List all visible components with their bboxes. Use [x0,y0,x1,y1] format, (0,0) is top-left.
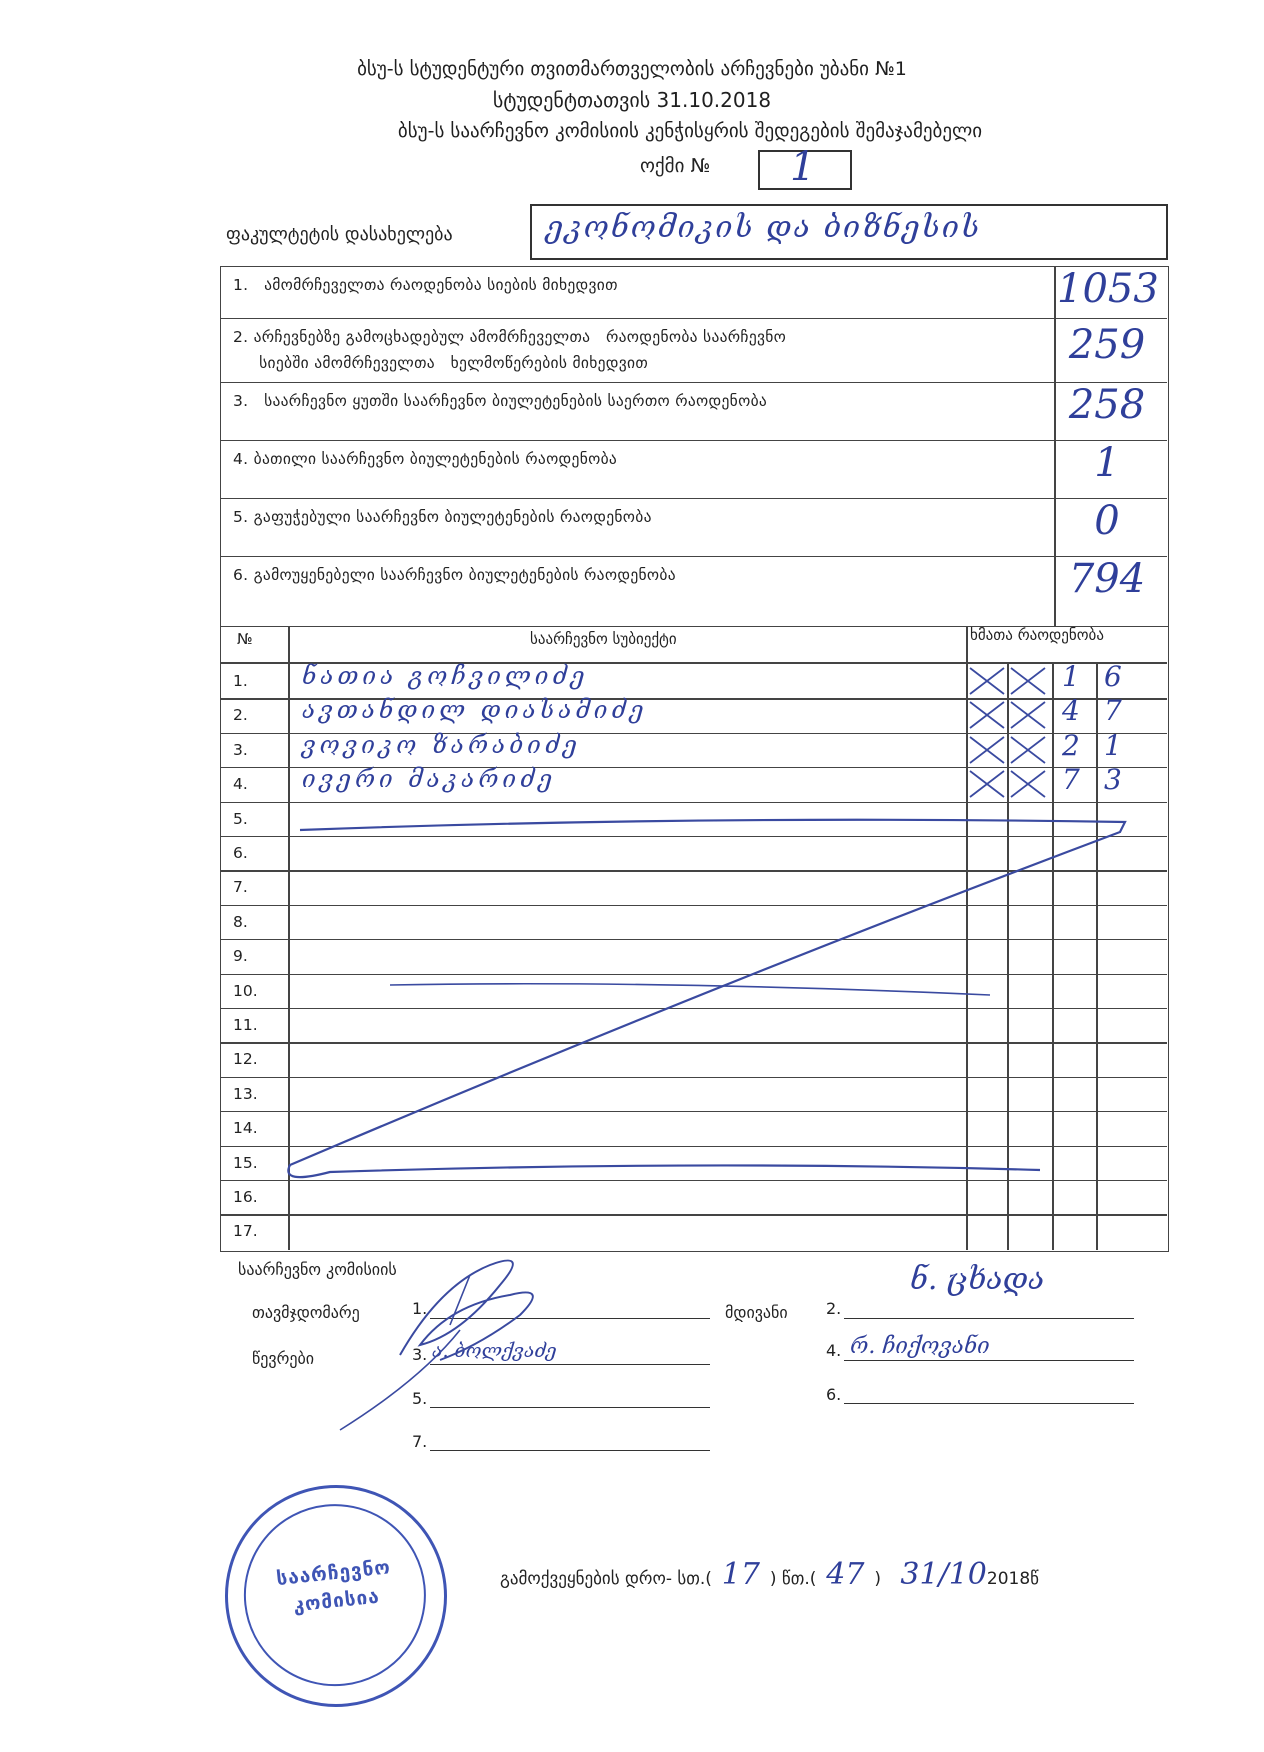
vote-digit: 4 [1062,694,1080,728]
row-number: 6. [233,844,248,862]
question-text: 5. გაფუჭებული საარჩევნო ბიულეტენების რაოდენობა [233,508,652,526]
signature-member-4: რ. ჩიქოვანი [850,1334,990,1359]
publication-hours: 17 [721,1557,760,1592]
question-text: 4. ბათილი საარჩევნო ბიულეტენების რაოდენობა [233,450,618,468]
row-number: 12. [233,1050,258,1069]
publication-label: გამოქვეყნების დრო- სთ.( [500,1569,712,1589]
col-no-header: № [237,630,253,648]
members-label: წევრები [252,1349,315,1368]
faculty-label: ფაკულტეტის დასახელება [226,224,453,245]
sig-num-7: 7. [412,1432,428,1451]
faculty-value: ეკონომიკის და ბიზნესის [546,210,982,245]
vote-digit: 7 [1104,694,1122,728]
row-number: 10. [233,981,258,1000]
row-number: 5. [233,809,248,828]
sig-num-1: 1. [412,1299,428,1318]
sig-num-4: 4. [826,1341,842,1360]
candidate-name: ავთანდილ დიასამიძე [302,696,648,725]
row-number: 3. [233,740,248,759]
publication-time [500,1557,1039,1592]
sig-num-5: 5. [412,1389,428,1408]
question-text: 2. არჩევნებზე გამოცხადებულ ამომრჩეველთა რაოდენობა საარჩევნო სიებში ამომრჩეველთა ხელმოწერების მიხედვით [233,328,787,372]
candidate-name: ვოვიკო ზარაბიძე [302,730,581,759]
row-number: 13. [233,1084,258,1103]
header-line-2: სტუდენტთათვის 31.10.2018 [492,88,772,112]
commission-label: საარჩევნო კომისიის [238,1260,397,1279]
question-value: 0 [1094,498,1120,544]
row-number: 9. [233,947,248,966]
row-number: 15. [233,1153,258,1172]
protocol-label: ოქმი № [640,155,711,177]
signature-member-3: ა. ბოლქვაძე [432,1340,557,1362]
question-text: 1. ამომრჩეველთა რაოდენობა სიების მიხედვით [233,276,618,294]
publication-minutes: 47 [826,1557,865,1592]
vote-digit: 3 [1104,763,1122,797]
publication-min-label: ) წთ.( [769,1569,817,1589]
col-votes-header: ხმათა რაოდენობა [970,626,1104,644]
row-number: 4. [233,775,248,794]
chair-label: თავმჯდომარე [252,1303,360,1322]
header-line-1: ბსუ-ს სტუდენტური თვითმართველობის არჩევნები უბანი №1 [357,58,907,80]
sig-num-6: 6. [826,1385,842,1404]
question-value: 258 [1068,382,1146,428]
col-subject-header: საარჩევნო სუბიექტი [530,630,677,648]
vote-digit: 2 [1062,728,1080,762]
row-number: 1. [233,672,248,690]
question-text: 3. საარჩევნო ყუთში საარჩევნო ბიულეტენების საერთო რაოდენობა [233,392,768,410]
vote-digit: 1 [1104,728,1122,762]
question-text: 6. გამოუყენებელი საარჩევნო ბიულეტენების რაოდენობა [233,566,676,584]
vote-digit: 7 [1062,763,1080,797]
signature-secretary: ნ. ცხადა [910,1262,1045,1297]
row-number: 17. [233,1222,258,1241]
sig-num-2: 2. [826,1299,842,1318]
row-number: 8. [233,912,248,931]
publication-date: 31/10 [900,1557,987,1592]
vote-digit: 6 [1104,660,1122,693]
question-value: 1 [1094,440,1120,486]
signature-stroke [320,1320,480,1440]
candidate-name: ივერი მაკარიძე [302,765,557,794]
question-value: 794 [1068,556,1146,602]
row-number: 16. [233,1188,258,1206]
publication-close: ) [874,1569,882,1589]
sig-num-3: 3. [412,1345,428,1364]
publication-year: 2018წ [986,1569,1039,1589]
stamp-line-1: საარჩევნო [275,1556,392,1591]
secretary-label: მდივანი [725,1303,788,1322]
question-value: 259 [1068,322,1146,368]
stamp-line-2: კომისია [292,1585,381,1617]
row-number: 7. [233,878,248,897]
row-number: 11. [233,1016,258,1034]
protocol-number: 1 [790,144,816,190]
vote-digit: 1 [1062,660,1080,693]
candidate-name: ნათია გოჩვილიძე [302,662,589,690]
row-number: 14. [233,1119,258,1138]
question-value: 1053 [1057,266,1159,312]
row-number: 2. [233,706,248,725]
header-line-3: ბსუ-ს საარჩევნო კომისიის კენჭისყრის შედეგების შემაჯამებელი [397,120,983,142]
